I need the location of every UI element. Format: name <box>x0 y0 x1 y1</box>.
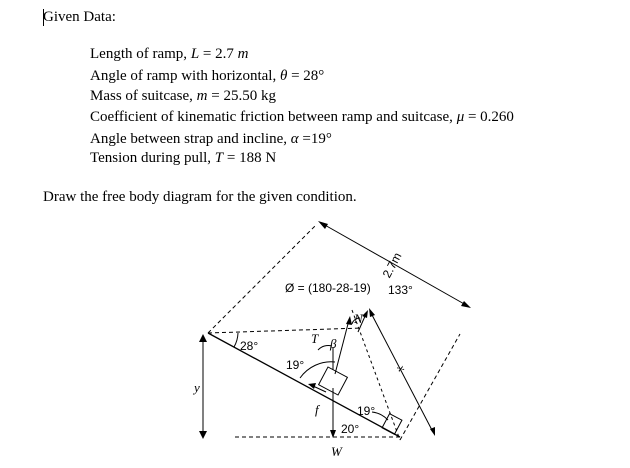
tension-label: T <box>311 331 319 346</box>
horizontal-reference-line <box>208 328 362 333</box>
normal-arrowhead <box>362 310 368 318</box>
angle-label: Angle of ramp with horizontal, <box>90 68 280 84</box>
x-arrowhead-top <box>369 308 375 317</box>
angle-symbol: θ <box>279 68 288 84</box>
length-unit: m <box>237 46 249 62</box>
length-symbol: L <box>190 46 200 62</box>
weight-label: W <box>331 444 342 459</box>
beta-label: β <box>330 336 337 351</box>
strap-value: =19° <box>298 131 332 147</box>
normal-label: N <box>354 311 363 326</box>
ramp-angle-arc <box>234 333 238 347</box>
friction-symbol: μ <box>456 109 465 125</box>
instruction-text: Draw the free body diagram for the given condition. <box>43 189 357 205</box>
tension-symbol: T <box>214 150 224 166</box>
ramp-outline-left <box>208 226 315 333</box>
mass-symbol: m <box>196 88 208 104</box>
friction-label: Coefficient of kinematic friction between ramp and suitcase, <box>90 109 457 125</box>
length-arrowhead-bottom <box>461 301 471 308</box>
length-value: = 2.7 <box>199 46 238 62</box>
mass-value: = 25.50 kg <box>207 88 276 104</box>
length-label: Length of ramp, <box>90 46 191 62</box>
strap-symbol: α <box>290 131 299 147</box>
incline-line <box>208 333 400 437</box>
tension-value: = 188 N <box>223 150 277 166</box>
given-data-heading: Given Data: <box>43 9 116 25</box>
x-label: x <box>394 362 410 374</box>
length-arrowhead-top <box>318 221 328 229</box>
strap-angle-arc <box>300 362 335 378</box>
angle-value: = 28° <box>287 68 325 84</box>
length-label: 2.7m <box>379 250 405 281</box>
friction-value: = 0.260 <box>464 109 514 125</box>
lower-angle-19-label: 19° <box>357 404 376 418</box>
strap-angle-label: 19° <box>286 358 305 372</box>
strap-label: Angle between strap and incline, <box>90 131 291 147</box>
height-label: y <box>194 380 200 395</box>
phi-value: 133° <box>388 283 413 297</box>
tension-label: Tension during pull, <box>90 150 215 166</box>
tension-vector <box>335 320 349 374</box>
y-arrowhead-bottom <box>199 431 207 439</box>
ramp-angle-label: 28° <box>240 339 259 353</box>
tension-arrowhead <box>346 316 352 325</box>
phi-formula: Ø = (180-28-19) <box>285 281 371 295</box>
y-arrowhead-top <box>199 334 207 342</box>
friction-label: f <box>315 402 319 417</box>
mass-label: Mass of suitcase, <box>90 88 197 104</box>
angle-20-label: 20° <box>341 422 360 436</box>
